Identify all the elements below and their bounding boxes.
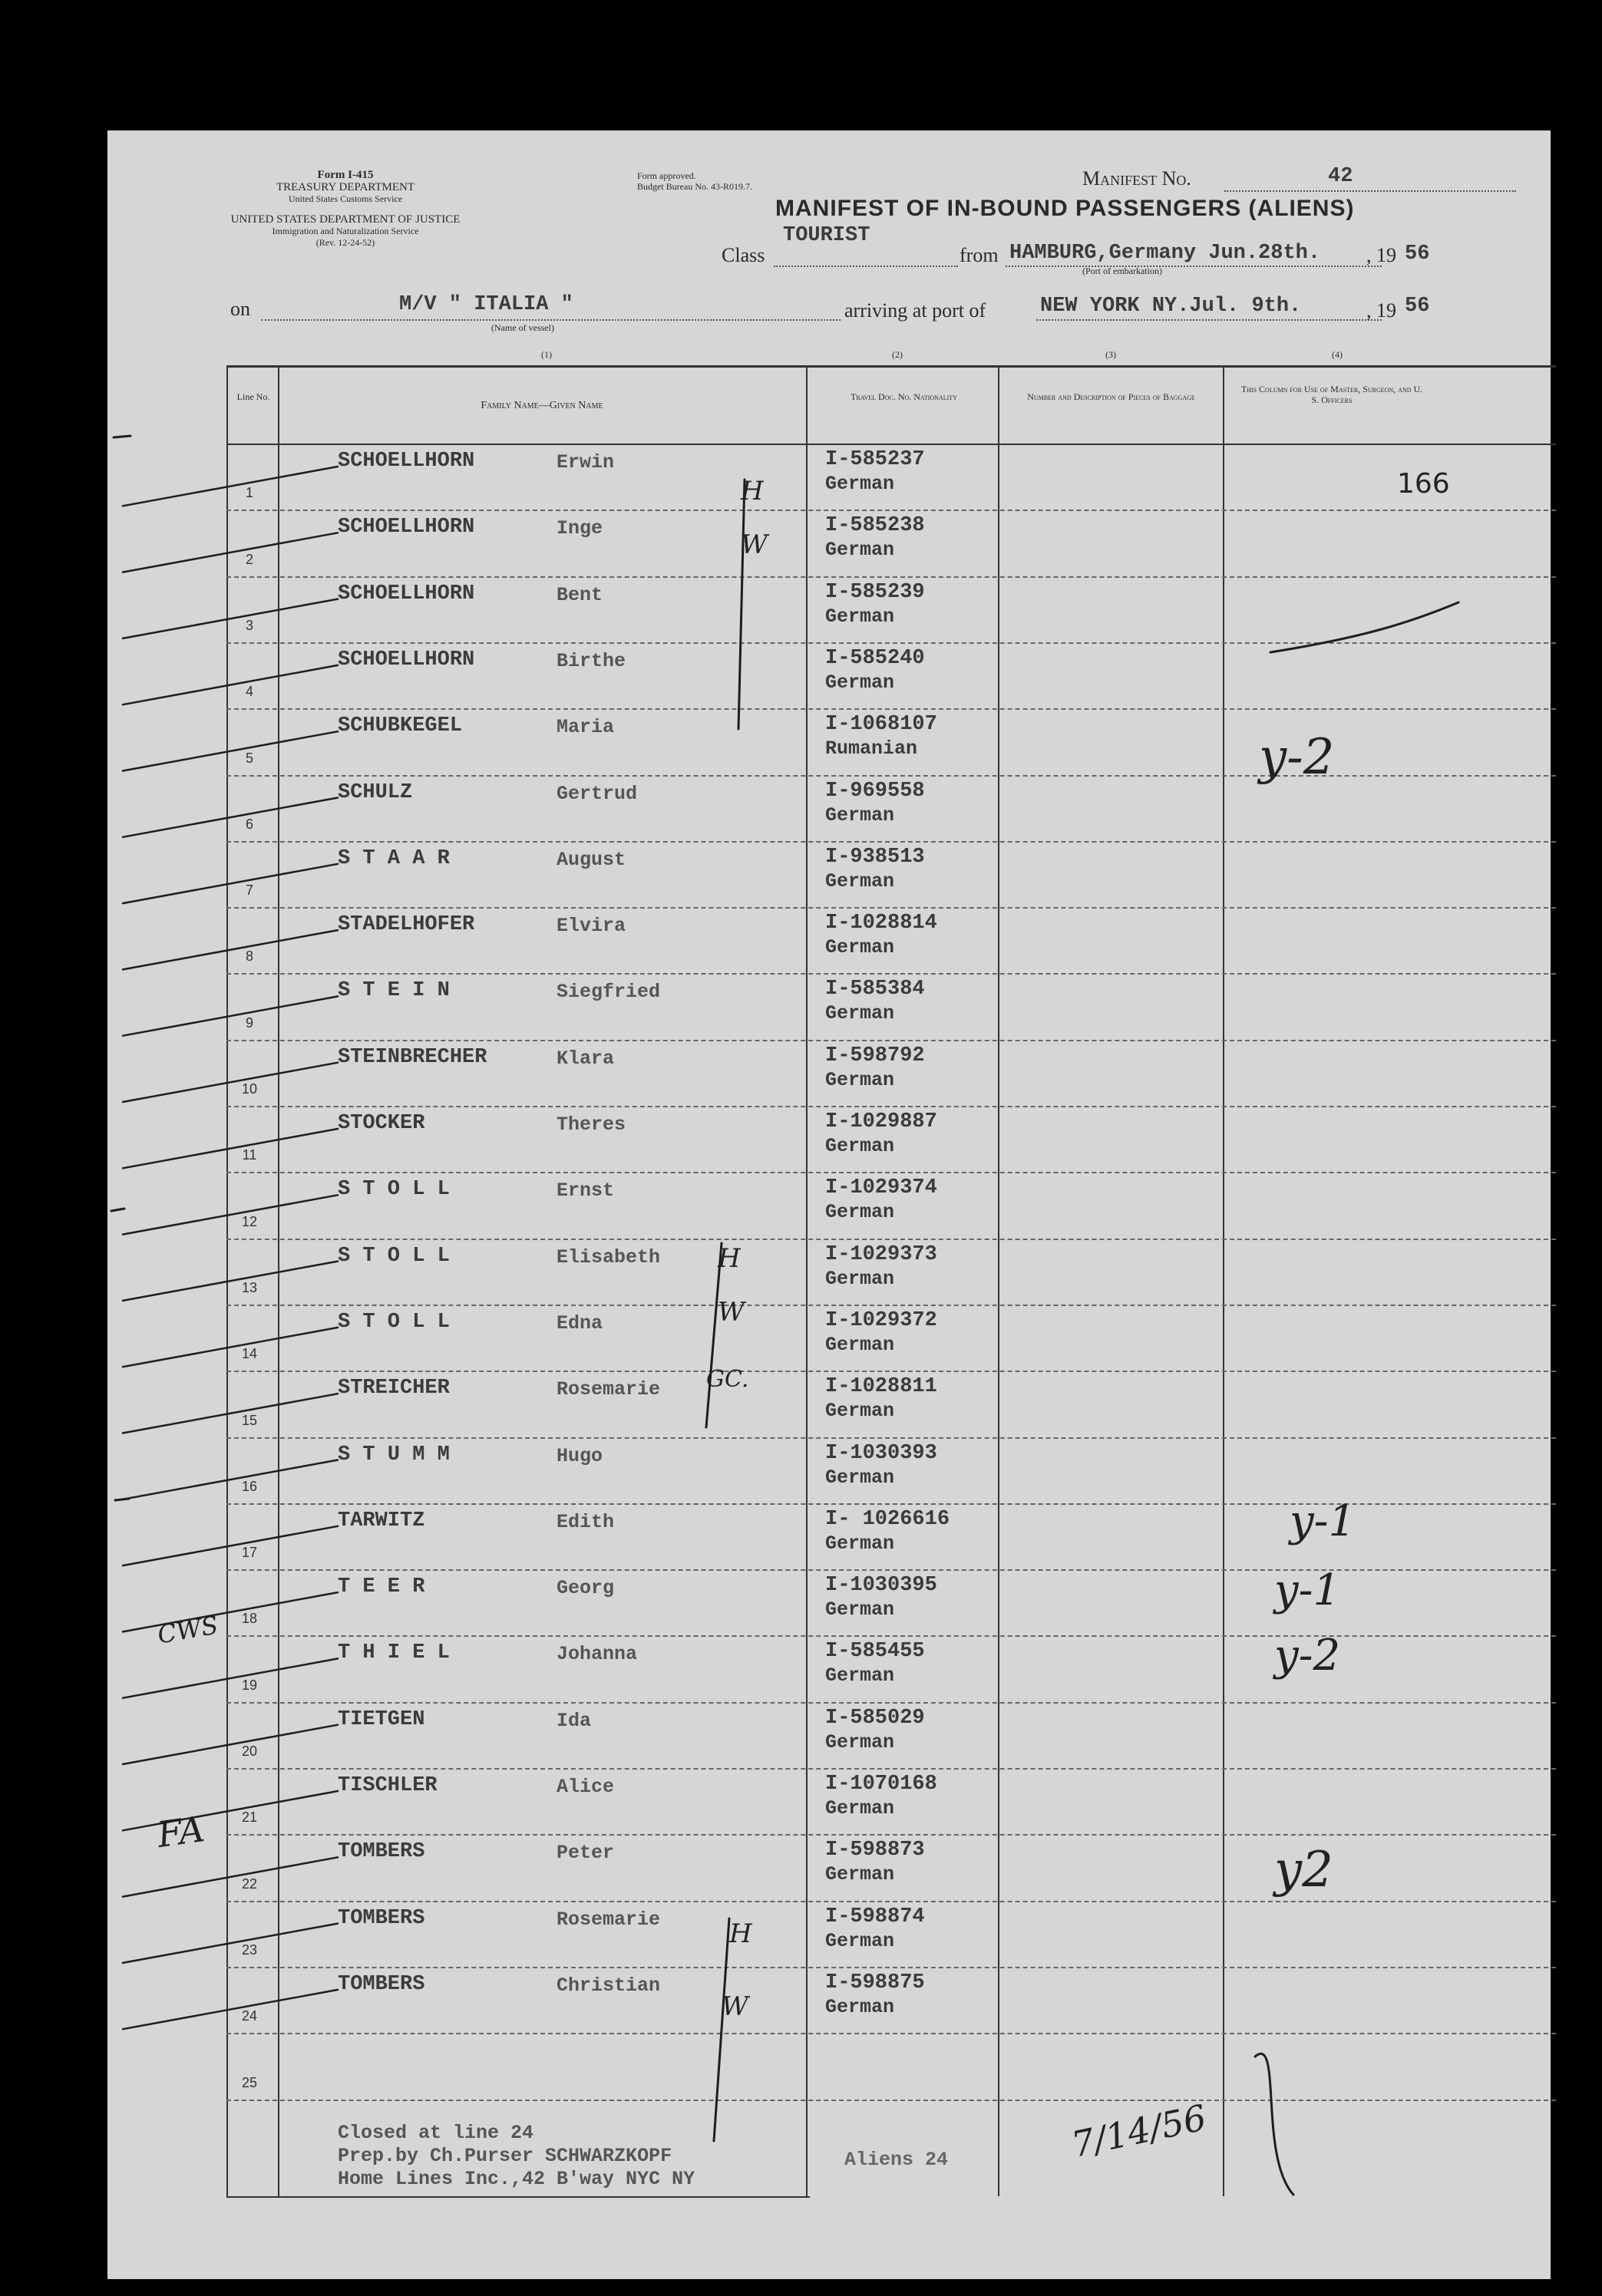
travel-doc-number: I-1070168 [825,1773,937,1796]
given-name: Birthe [557,649,626,672]
check-tick [123,1725,338,1764]
travel-doc-number: I-598873 [825,1839,925,1862]
from-label: from [960,244,999,266]
check-tick [123,1460,338,1499]
nationality: German [825,1002,895,1025]
manifest-sheet [107,130,1551,2279]
travel-doc-number: I-1029374 [825,1176,937,1200]
travel-doc-number: I-585029 [825,1706,925,1730]
line-number: 12 [241,1213,258,1229]
travel-doc-number: I-585455 [825,1640,925,1664]
check-tick [123,599,338,638]
manifest-title: MANIFEST OF IN-BOUND PASSENGERS (ALIENS) [775,196,1355,221]
col-number-4: (4) [1332,349,1343,360]
family-name: TISCHLER [338,1774,438,1797]
family-mark-1-w: W [741,529,768,560]
given-name: Johanna [557,1643,638,1666]
given-name: Rosemarie [557,1378,661,1401]
check-tick [123,1857,338,1896]
arriving-port: NEW YORK NY.Jul. 9th. [1040,295,1302,318]
bracket-stroke [714,1918,729,2141]
travel-doc-number: I-1030393 [825,1441,937,1465]
given-name: Elvira [557,915,626,938]
line-number: 18 [241,1611,258,1627]
inspector-signature-date: 7/14/56 [1068,2096,1211,2166]
col-header-travel-doc: Travel Doc. No. Nationality [851,391,957,402]
nationality: German [825,539,895,562]
nationality: German [825,1598,895,1621]
check-tick [123,1791,338,1830]
given-name: Christian [557,1974,661,1997]
given-name: Ida [557,1709,592,1732]
travel-doc-number: I-585239 [825,580,925,604]
family-name: S T U M M [338,1443,450,1466]
given-name: Klara [557,1047,615,1070]
nationality: German [825,1400,895,1423]
given-name: Ernst [557,1179,615,1202]
check-tick [123,1328,338,1367]
line-number: 24 [241,2008,258,2024]
travel-doc-number: I-969558 [825,779,925,803]
line-number: 1 [245,485,253,501]
handwritten-y2-row5: y-2 [1259,729,1335,786]
given-name: Edna [557,1311,603,1334]
family-name: TOMBERS [338,1840,425,1864]
col-header-name: Family Name—Given Name [481,400,603,411]
family-name: SCHULZ [338,780,413,804]
nationality: German [825,803,895,826]
line-number: 23 [241,1941,258,1958]
check-tick [123,996,338,1035]
form-number: Form I-415 [317,169,374,181]
line-number: 9 [245,1014,253,1031]
travel-doc-number: I-1028814 [825,912,937,935]
col-number-1: (1) [541,349,552,360]
footer-prepared-by: Prep.by Ch.Purser SCHWARZKOPF [338,2145,672,2167]
arriving-label: arriving at port of [844,299,986,322]
immigration-service: Immigration and Naturalization Service [272,226,419,236]
family-name: S T O L L [338,1244,450,1268]
travel-doc-number: I-598874 [825,1905,925,1928]
family-name: SCHOELLHORN [338,516,475,539]
footer-closed: Closed at line 24 [338,2122,534,2144]
budget-bureau: Budget Bureau No. 43-R019.7. [637,181,752,192]
travel-doc-number: I-938513 [825,845,925,869]
travel-doc-number: I-1029887 [825,1110,937,1133]
family-name: STEINBRECHER [338,1045,487,1069]
family-name: SCHOELLHORN [338,450,475,473]
handwritten-y2-row18: y-2 [1274,1631,1341,1681]
family-name: STREICHER [338,1377,450,1400]
given-name: Gertrud [557,782,638,805]
given-name: Erwin [557,451,615,473]
line-number: 11 [242,1147,257,1163]
family-name: SCHUBKEGEL [338,714,463,738]
check-tick [123,1195,338,1234]
given-name: August [557,848,626,871]
nationality: German [825,1995,895,2018]
nationality: German [825,1664,895,1687]
bracket-stroke [706,1243,722,1427]
given-name: Maria [557,716,615,739]
check-tick [123,1526,338,1565]
given-name: Rosemarie [557,1908,661,1931]
given-name: Alice [557,1776,615,1798]
manifest-no-value: 42 [1328,165,1353,188]
col-header-line-no: Line No. [236,391,270,402]
form-approved: Form approved. [637,170,696,181]
nationality: German [825,1532,895,1555]
travel-doc-number: I-1030395 [825,1574,937,1598]
col-number-2: (2) [892,349,903,360]
check-tick [123,1924,338,1963]
nationality: German [825,869,895,892]
family-mark-3-w: W [722,1991,748,2022]
check-tick [123,930,338,969]
family-name: TOMBERS [338,1972,425,1996]
revision-date: (Rev. 12-24-52) [315,237,375,248]
line-number: 17 [241,1545,258,1561]
from-year: 56 [1405,242,1430,266]
nationality: German [825,671,895,694]
travel-doc-number: I-598792 [825,1044,925,1067]
port-embarkation-caption: (Port of embarkation) [1082,266,1162,276]
tick-stroke [1270,602,1458,652]
bracket-stroke [738,480,745,729]
treasury-dept: TREASURY DEPARTMENT [276,181,415,193]
footer-shipping-line: Home Lines Inc.,42 B'way NYC NY [338,2168,695,2190]
check-tick [123,798,338,837]
arrive-year: 56 [1405,295,1430,318]
family-name: SCHOELLHORN [338,582,475,605]
given-name: Peter [557,1842,615,1865]
nationality: German [825,1863,895,1886]
family-name: S T O L L [338,1178,450,1202]
family-name: S T A A R [338,846,450,870]
class-value: TOURIST [783,224,870,247]
nationality: Rumanian [825,737,918,760]
given-name: Edith [557,1510,615,1533]
line-number: 3 [245,617,253,633]
nationality: German [825,1267,895,1290]
given-name: Theres [557,1113,626,1136]
line-number: 2 [245,551,253,567]
check-tick [123,467,338,506]
nationality: German [825,1135,895,1157]
check-tick [123,731,338,770]
nationality: German [825,1201,895,1224]
travel-doc-number: I-585384 [825,978,925,1001]
check-tick [123,1658,338,1697]
nationality: German [825,1797,895,1819]
family-name: S T E I N [338,979,450,1003]
travel-doc-number: I- 1026616 [825,1507,950,1531]
travel-doc-number: I-1068107 [825,713,937,737]
check-tick [123,1262,338,1301]
line-number: 22 [241,1875,258,1892]
margin-tick [111,1209,124,1211]
line-number: 6 [245,816,253,832]
check-tick [123,864,338,903]
travel-doc-number: I-1028811 [825,1375,937,1399]
nationality: German [825,1333,895,1356]
line-number: 4 [245,684,253,700]
family-mark-1-h: H [741,476,764,506]
margin-initials-fa: FA [154,1808,207,1856]
on-label: on [230,298,250,320]
footer-aliens-count: Aliens 24 [844,2149,949,2171]
nationality: German [825,936,895,959]
handwritten-page-number: 166 [1397,468,1450,500]
line-number: 20 [241,1743,258,1759]
line-number: 10 [241,1081,258,1097]
family-name: SCHOELLHORN [338,648,475,671]
customs-service: United States Customs Service [288,193,403,204]
line-number: 13 [241,1279,258,1295]
check-tick [123,1592,338,1631]
family-name: STOCKER [338,1112,425,1135]
travel-doc-number: I-1029373 [825,1242,937,1266]
family-mark-2-gc: GC. [706,1366,749,1393]
family-name: TARWITZ [338,1509,425,1532]
margin-tick [114,436,130,437]
line-number: 19 [241,1677,258,1693]
handwritten-y1-row16: y-1 [1290,1496,1356,1546]
given-name: Siegfried [557,981,661,1004]
line-number: 21 [241,1809,258,1826]
check-tick [123,1129,338,1168]
col-header-officers: This Column for Use of Master, Surgeon, and U. S. Officers [1240,384,1423,405]
handwritten-strokes [107,130,1551,2279]
arrive-year-prefix: , 19 [1366,299,1396,322]
check-tick [123,533,338,572]
family-mark-2-w: W [718,1297,745,1328]
travel-doc-number: I-585240 [825,646,925,670]
nationality: German [825,1730,895,1753]
nationality: German [825,1929,895,1952]
line-number: 7 [245,882,253,899]
justice-dept: UNITED STATES DEPARTMENT OF JUSTICE [230,213,461,226]
col-number-3: (3) [1105,349,1116,360]
family-name: T H I E L [338,1641,450,1665]
signature-stroke [1255,2054,1293,2195]
col-header-baggage: Number and Description of Pieces of Baggage [1027,391,1195,402]
handwritten-y1-row17: y-1 [1274,1565,1341,1615]
check-tick [123,1990,338,2029]
nationality: German [825,605,895,628]
line-number: 16 [241,1478,258,1494]
given-name: Inge [557,517,603,540]
given-name: Hugo [557,1444,603,1467]
family-name: T E E R [338,1575,425,1599]
class-label: Class [722,244,765,266]
line-number: 14 [241,1346,258,1362]
manifest-no-label: Manifest No. [1082,167,1191,190]
check-tick [123,1394,338,1433]
check-tick [123,665,338,704]
vessel-caption: (Name of vessel) [491,322,554,333]
given-name: Bent [557,583,603,606]
family-name: STADELHOFER [338,913,475,937]
from-value: HAMBURG,Germany Jun.28th. [1009,242,1321,265]
given-name: Elisabeth [557,1245,661,1268]
line-number: 15 [241,1412,258,1428]
nationality: German [825,473,895,495]
family-name: S T O L L [338,1310,450,1334]
family-name: TIETGEN [338,1707,425,1731]
from-year-prefix: , 19 [1366,244,1396,266]
margin-initials-cws: CWS [155,1610,220,1650]
line-number: 25 [241,2074,258,2090]
travel-doc-number: I-1029372 [825,1308,937,1332]
family-mark-3-h: H [729,1918,752,1949]
given-name: Georg [557,1577,615,1600]
vessel-name: M/V " ITALIA " [399,293,573,316]
family-name: TOMBERS [338,1906,425,1930]
family-mark-2-h: H [718,1243,741,1274]
handwritten-y2-row21: y2 [1274,1842,1333,1898]
check-tick [123,1063,338,1102]
travel-doc-number: I-585238 [825,514,925,538]
travel-doc-number: I-585237 [825,448,925,471]
line-number: 8 [245,948,253,965]
line-number: 5 [245,750,253,766]
nationality: German [825,1466,895,1489]
travel-doc-number: I-598875 [825,1971,925,1994]
nationality: German [825,1068,895,1091]
